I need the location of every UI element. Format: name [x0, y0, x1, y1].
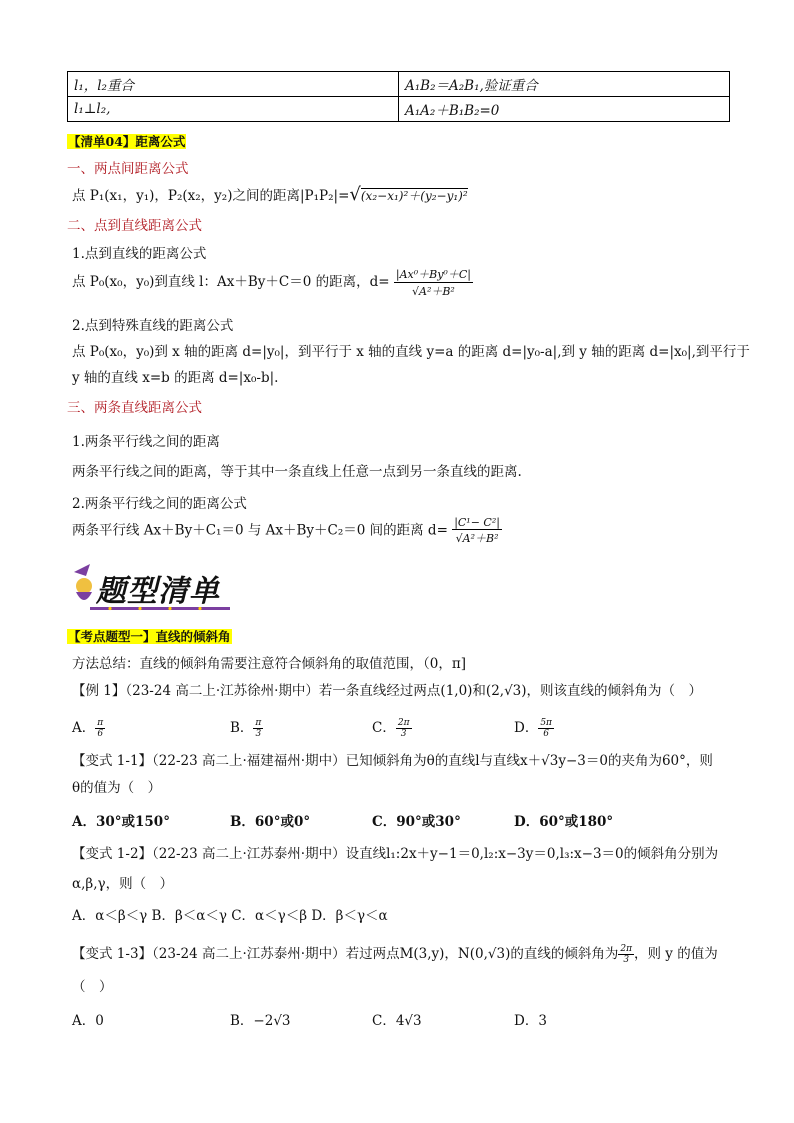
numerator: |Ax⁰＋By⁰＋C| — [395, 268, 471, 281]
option — [514, 716, 554, 739]
numerator: π — [255, 718, 262, 728]
question-stem: α,β,γ，则（ ） — [72, 876, 174, 892]
fraction — [253, 718, 263, 739]
subheading: 1.两条平行线之间的距离 — [72, 434, 220, 450]
radicand: (x₂−x₁)²＋(y₂−y₁)² — [360, 189, 468, 203]
option: D．3 — [514, 1013, 547, 1029]
question-stem: θ的值为（ ） — [72, 780, 162, 796]
topic-tag: 【考点题型一】直线的倾斜角 — [68, 629, 231, 644]
option: D．60°或180° — [514, 814, 614, 830]
option: A．0 — [72, 1013, 104, 1029]
option: C．90°或30° — [372, 814, 461, 830]
formula-text: 点 P₀(x₀，y₀)到直线 l：Ax＋By＋C＝0 的距离，d= — [72, 274, 390, 290]
option-letter: C． — [372, 720, 396, 736]
paragraph-line: 两条平行线之间的距离，等于其中一条直线上任意一点到另一条直线的距离. — [72, 464, 522, 480]
options-line: A．α＜β＜γ B．β＜α＜γ C．α＜γ＜β D．β＜γ＜α — [72, 908, 388, 924]
stem-text: 【变式 1-3】（23-24 高二上·江苏泰州·期中）若过两点M(3,y)，N(0,√3)的直线的倾斜角为 — [72, 946, 619, 962]
fraction — [538, 718, 554, 739]
question-stem — [72, 942, 718, 965]
paragraph-line: 点 P₀(x₀，y₀)到 x 轴的距离 d=|y₀|，到平行于 x 轴的直线 y=a 的距离 d=|y₀-a|,到 y 轴的距离 d=|x₀|,到平行于 — [72, 344, 750, 360]
numerator: π — [97, 718, 104, 728]
question-stem: 【变式 1-2】（22-23 高二上·江苏泰州·期中）设直线l₁:2x＋y−1＝0,l₂:x−3y＝0,l₃:x−3＝0的倾斜角分别为 — [72, 846, 719, 862]
list-tag: 【清单04】距离公式 — [68, 134, 186, 149]
formula-line — [72, 266, 473, 299]
table-cell: A₁A₂＋B₁B₂=0 — [399, 97, 730, 122]
fraction — [452, 516, 502, 546]
logo-title: 题型清单 — [96, 574, 220, 609]
option — [230, 716, 263, 739]
option: B．−2√3 — [230, 1013, 291, 1029]
option-letter: D． — [514, 720, 539, 736]
fraction — [394, 266, 473, 299]
paragraph-line: y 轴的直线 x=b 的距离 d=|x₀-b|. — [72, 370, 279, 386]
option: B．60°或0° — [230, 814, 311, 830]
formula-text: 两条平行线 Ax＋By＋C₁＝0 与 Ax＋By＋C₂＝0 间的距离 d= — [72, 522, 448, 539]
denominator: 3 — [623, 955, 630, 965]
denominator: 3 — [255, 729, 262, 739]
fraction — [95, 718, 105, 739]
stem-text: ，则 y 的值为 — [634, 946, 718, 962]
numerator: |C¹− C²| — [454, 516, 500, 529]
table-row — [68, 72, 730, 97]
question-stem: 【变式 1-1】（22-23 高二上·福建福州·期中）已知倾斜角为θ的直线l与直线x＋√3y−3＝0的夹角为60°，则 — [72, 753, 713, 769]
option — [372, 716, 412, 739]
sqrt-icon: √ — [349, 184, 361, 205]
subheading: 1.点到直线的距离公式 — [72, 246, 207, 262]
option: C．4√3 — [372, 1013, 422, 1029]
formula-line — [72, 516, 502, 546]
subheading: 2.两条平行线之间的距离公式 — [72, 496, 247, 512]
subheading: 2.点到特殊直线的距离公式 — [72, 318, 234, 334]
section-heading: 二、点到直线距离公式 — [67, 218, 202, 234]
denominator: 6 — [543, 729, 550, 739]
question-stem: （ ） — [72, 979, 113, 995]
denominator: √A²＋B² — [411, 285, 455, 298]
formula-line — [72, 184, 468, 205]
section-logo — [70, 562, 230, 614]
numerator: 2π — [397, 718, 410, 728]
method-summary: 方法总结：直线的倾斜角需要注意符合倾斜角的取值范围，（0，π] — [72, 656, 466, 672]
option — [72, 716, 105, 739]
fraction — [396, 718, 412, 739]
table-cell: l₁，l₂重合 — [68, 72, 399, 97]
option-letter: A． — [72, 720, 96, 736]
formula-text: 点 P₁(x₁，y₁)，P₂(x₂，y₂)之间的距离|P₁P₂|= — [72, 188, 350, 204]
table-row — [68, 97, 730, 122]
denominator: 6 — [97, 729, 104, 739]
numerator: 2π — [620, 944, 633, 954]
section-heading: 一、两点间距离公式 — [67, 161, 189, 177]
table-cell: l₁⊥l₂, — [68, 97, 399, 122]
section-heading: 三、两条直线距离公式 — [67, 400, 202, 416]
table-cell: A₁B₂＝A₂B₁,验证重合 — [399, 72, 730, 97]
fraction — [618, 944, 634, 965]
question-stem: 【例 1】（23-24 高二上·江苏徐州·期中）若一条直线经过两点(1,0)和(2,√3)，则该直线的倾斜角为（ ） — [72, 683, 703, 699]
numerator: 5π — [540, 718, 552, 728]
comparison-table — [67, 71, 730, 122]
denominator: √A²＋B² — [455, 532, 499, 545]
option: A．30°或150° — [72, 814, 170, 830]
option-letter: B． — [230, 720, 254, 736]
denominator: 3 — [400, 729, 407, 739]
